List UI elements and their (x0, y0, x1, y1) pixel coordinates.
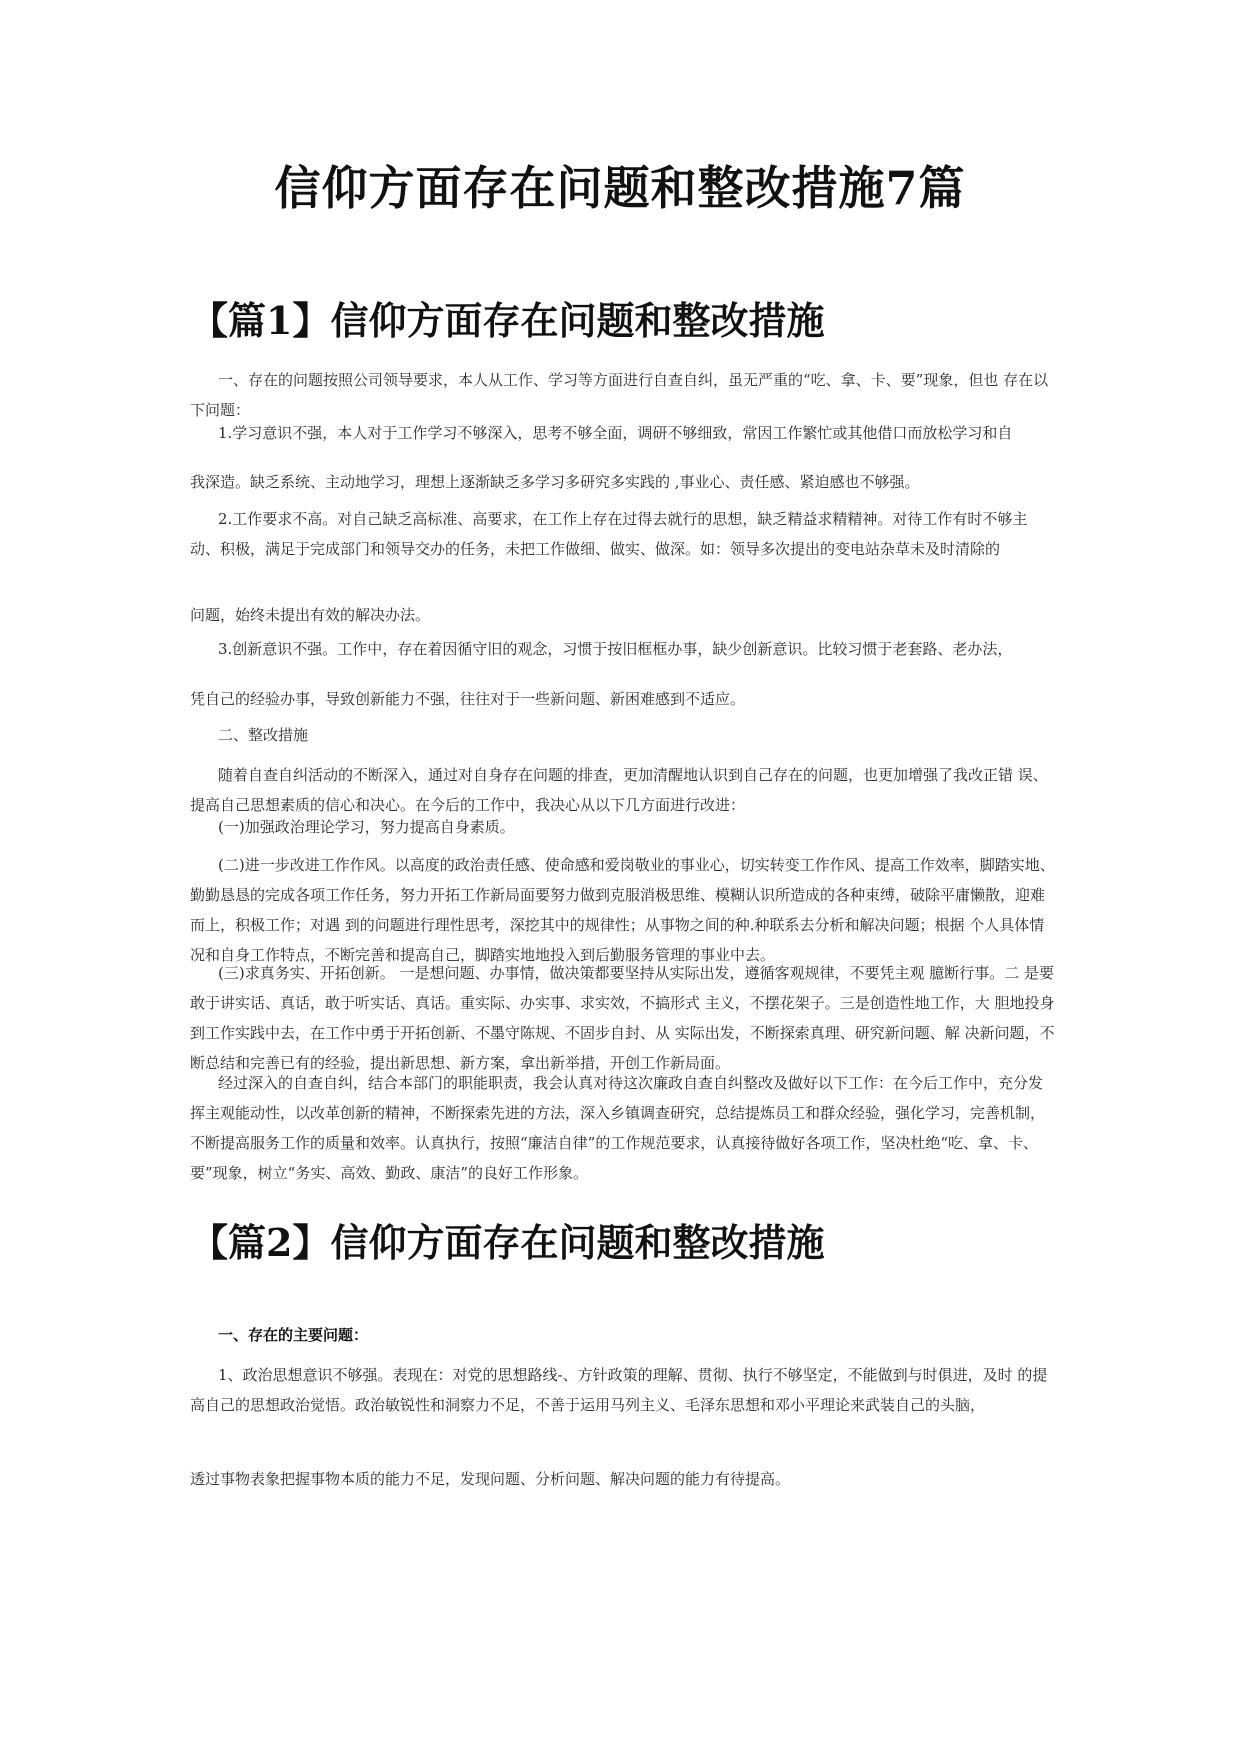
section-1-heading: 二、整改措施 (218, 726, 309, 744)
section-2-paragraph: 透过事物表象把握事物本质的能力不足，发现问题、分析问题、解决问题的能力有待提高。 (190, 1470, 791, 1488)
section-1-paragraph: 1.学习意识不强，本人对于工作学习不够深入，思考不够全面，调研不够细致，常因工作繁忙或其他借口而放松学习和自 (218, 424, 1013, 442)
section-2-title: 【篇2】信仰方面存在问题和整改措施 (190, 1220, 825, 1265)
section-1-paragraph: 我深造。缺乏系统、主动地学习，理想上逐渐缺乏多学习多研究多实践的 ,事业心、责任感、紧迫感也不够强。 (190, 473, 920, 491)
section-1-paragraph: 2.工作要求不高。对自己缺乏高标准、高要求，在工作上存在过得去就行的思想，缺乏精益求精精神。对待工作有时不够主动、积极，满足于完成部门和领导交办的任务，未把工作做细、做实、做深。如：领导多次提出的变电站杂草未及时清除的 (190, 510, 1028, 558)
section-2-subheading: 一、存在的主要问题： (218, 1326, 369, 1344)
section-1-paragraph: (一)加强政治理论学习，努力提高自身素质。 (218, 818, 515, 836)
section-1-paragraph: (三)求真务实、开拓创新。 一是想问题、办事情，做决策都要坚持从实际出发，遵循客观规律，不要凭主观 臆断行事。二 是要敢于讲实话、真话，敢于听实话、真话。重实际、办实事、求实效，不搞形式 主义，不摆花架子。三是创造性地工作，大 胆地投身到工作实践中去，在工作中勇于开拓创新、不墨守陈规、不固步自封、从 实际出发，不断探索真理、研究新问题、解 决新问题，不断总结和完善已有的经验，提出新思想、新方案，拿出新举措，开创工作新局面。 (190, 964, 1055, 1072)
section-1-paragraph: (二)进一步改进工作作风。以高度的政治责任感、使命感和爱岗敬业的事业心，切实转变工作作风、提高工作效率，脚踏实地、勤勤恳恳的完成各项工作任务，努力开拓工作新局面要努力做到克服消极思维、模糊认识所造成的各种束缚，破除平庸懒散，迎难而上，积极工作；对遇 到的问题进行理性思考，深挖其中的规律性；从事物之间的种.种联系去分析和解决问题；根据 个人具体情况和自身工作特点，不断完善和提高自己，脚踏实地地投入到后勤服务管理的事业中去。 (190, 856, 1055, 964)
document-title: 信仰方面存在问题和整改措施7篇 (274, 161, 966, 215)
section-1-title: 【篇1】信仰方面存在问题和整改措施 (190, 298, 825, 343)
section-1-paragraph: 经过深入的自查自纠，结合本部门的职能职责，我会认真对待这次廉政自查自纠整改及做好以下工作：在今后工作中，充分发挥主观能动性，以改革创新的精神，不断探索先进的方法，深入乡镇调查研究，总结提炼员工和群众经验，强化学习，完善机制，不断提高服务工作的质量和效率。认真执行，按照“廉洁自律”的工作规范要求，认真接待做好各项工作，坚决杜绝“吃、拿、卡、要”现象，树立“务实、高效、勤政、康洁”的良好工作形象。 (190, 1074, 1046, 1182)
section-1-paragraph: 随着自查自纠活动的不断深入，通过对自身存在问题的排查，更加清醒地认识到自己存在的问题，也更加增强了我改正错 误、提高自己思想素质的信心和决心。在今后的工作中，我决心从以下几方面进行改进： (190, 766, 1048, 814)
section-2-paragraph: 1、政治思想意识不够强。表现在：对党的思想路线-、方针政策的理解、贯彻、执行不够坚定，不能做到与时俱进，及时 的提高自己的思想政治觉悟。政治敏锐性和洞察力不足，不善于运用马列主义、毛泽东思想和邓小平理论来武装自己的头脑， (190, 1366, 1048, 1414)
section-1-paragraph: 问题，始终未提出有效的解决办法。 (190, 606, 431, 624)
section-1-paragraph: 凭自己的经验办事，导致创新能力不强，往往对于一些新问题、新困难感到不适应。 (190, 690, 746, 708)
section-1-paragraph: 一、存在的问题按照公司领导要求，本人从工作、学习等方面进行自查自纠，虽无严重的“吃、拿、卡、要”现象，但也 存在以下问题： (190, 371, 1049, 419)
section-1-paragraph: 3.创新意识不强。工作中，存在着因循守旧的观念，习惯于按旧框框办事，缺少创新意识。比较习惯于老套路、老办法， (218, 640, 1013, 658)
